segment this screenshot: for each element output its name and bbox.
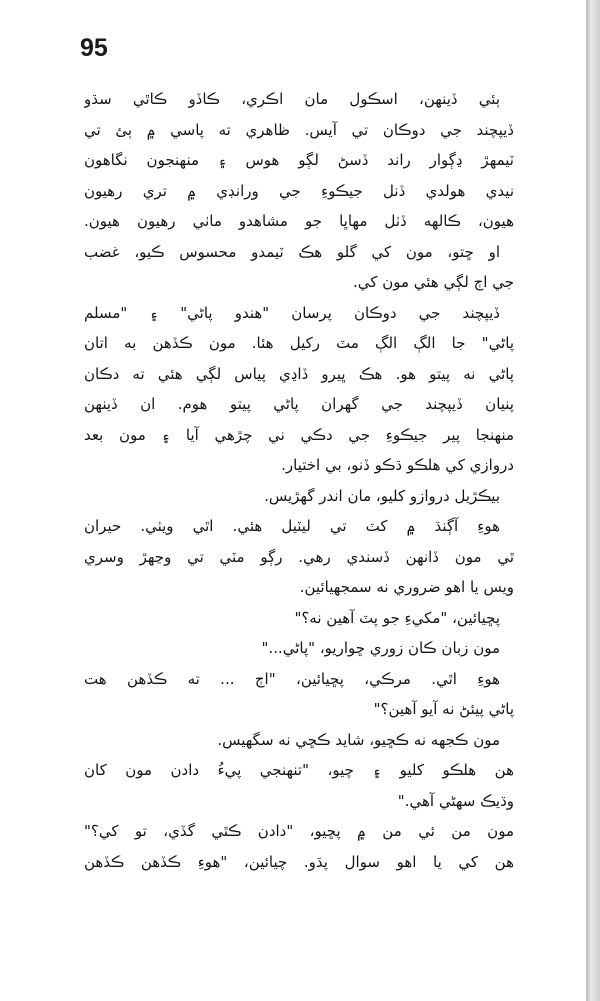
text-line: پاڻي پيئڻ نه آيو آهين؟" bbox=[373, 700, 514, 718]
text-line: جي اڄ لڳي هئي مون کي. bbox=[353, 273, 514, 291]
text-line: ڏيپچند جي دوڪان تي آيس. ظاهري ته پاسي ۾ ٻئ تي bbox=[84, 120, 514, 139]
text-line: نيدي هولدي ڏنل جيڪوءِ جي ورانڊي ۾ تري رهيون bbox=[84, 181, 514, 200]
text-line: هن هلڪو کليو ۽ چيو، "تنهنجي پيءُ دادن مون کان bbox=[84, 761, 514, 779]
text-line: مون ڪجهه نه ڪڇيو، شايد ڪڇي نه سگهيس. bbox=[217, 730, 500, 749]
page-edge bbox=[586, 0, 600, 1001]
text-line: منهنجا پير جيڪوءِ جي دڪي ني چڙهي آيا ۽ مون بعد bbox=[84, 425, 514, 444]
page-number: 95 bbox=[80, 34, 108, 62]
text-line: وڌيڪ سهڻي آهي." bbox=[397, 791, 514, 810]
text-line: ٻئي ڏينهن، اسڪول مان اڪري، ڪاڏو ڪاٿي سڌو bbox=[84, 90, 500, 108]
body-text bbox=[84, 84, 514, 877]
text-line: پاڻي" جا الڳ الڳ مٽ رکيل هئا. مون ڪڏهن به اتان bbox=[84, 334, 514, 352]
text-line: ويس يا اهو ضروري نه سمجهيائين. bbox=[299, 578, 514, 596]
text-line: مون من ئي من ۾ پڇيو، "دادن ڪٿي گڏي، تو کي؟" bbox=[84, 822, 514, 840]
text-line: پنيان ڏيپچند جي گهران پاڻي پيتو هوم. ان ڏينهن bbox=[84, 395, 514, 413]
text-line: پاڻي نه پيتو هو. هڪ ڀيرو ڏاڍي پياس لڳي هئي ته دڪان bbox=[84, 364, 514, 383]
text-line: هيون، ڪالهه ڏٺل مهاڀا جو مشاهدو ماٺي رهيون هيون. bbox=[84, 212, 514, 230]
text-line: بيڪڙيل دروازو کليو، مان اندر گهڙيس. bbox=[264, 486, 500, 505]
text-line: او ڇتو، مون کي گلو هڪ ٽيمدو محسوس ڪيو، غضب bbox=[84, 242, 500, 261]
text-line: پڇيائين، "مکيءِ جو پٽ آهين نه؟" bbox=[294, 608, 500, 627]
text-line: ٿي مون ڏانهن ڏسندي رهي. رڳو مٽي تي وڃهڙ وسري bbox=[84, 547, 514, 566]
text-line: ٽيمهڙ ڍڳوار راند ڏسڻ لڳو هوس ۽ منهنجون نگاهون bbox=[84, 151, 514, 169]
text-line: هن کي يا اهو سوال پڌو. چيائين، "هوءِ ڪڏهن ڪڏهن bbox=[84, 852, 514, 871]
text-line: هوءِ آڳنڌ ۾ کٽ تي ليٽيل هئي. اٿي ويٺي. حيران bbox=[84, 517, 500, 535]
text-line: دروازي کي هلڪو ڌڪو ڏنو، بي اختيار. bbox=[281, 456, 514, 474]
text-line: مون زبان ڪان زوري ڇواريو، "پاڻي..." bbox=[261, 639, 500, 657]
text-line: ڏيپچند جي دوڪان پرسان "هندو پاڻي" ۽ "مسلم bbox=[84, 303, 500, 322]
text-line: هوءِ اٿي. مرڪي، پڇيائين، "اڄ ... ته ڪڏهن هت bbox=[84, 669, 500, 688]
